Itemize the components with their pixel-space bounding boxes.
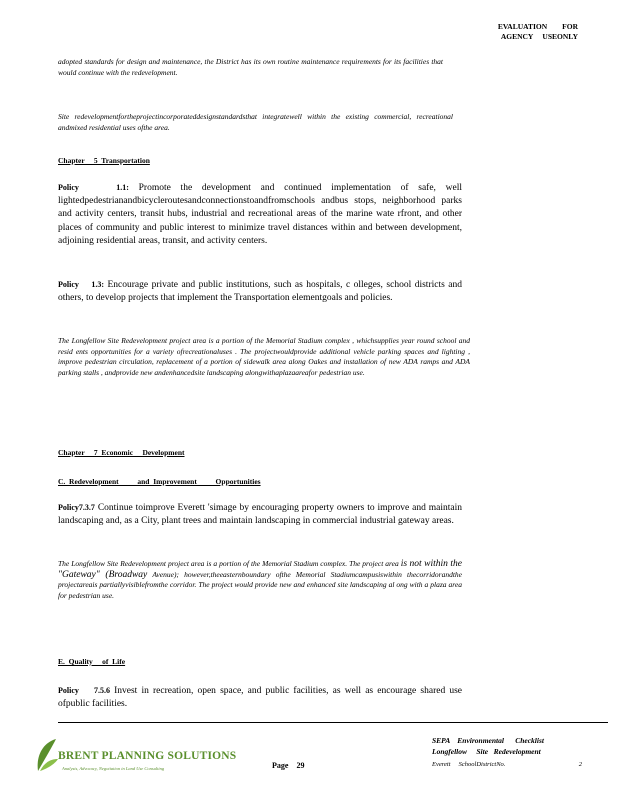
- gateway-text-c: Avenue); however,theeasternboundary ofthe Memorial Stadiumcampusiswithin thecorridorandthe projectareais partiallyvisiblefromthe corridor. The project would provide new and enhanced site landscaping al ong with a plaza area for pedestrian use.: [58, 569, 462, 600]
- footer-divider: [58, 722, 608, 723]
- policy-1-3-label: Policy 1.3:: [58, 280, 104, 289]
- policy-1-3-text: Encourage private and public institutions, such as hospitals, c olleges, school districts and others, to develop projects that implement the Transportation elementgoals and policies.: [58, 280, 462, 304]
- section-e-heading: [58, 657, 125, 666]
- logo-tagline: Analysis, Advocacy, Negotiation in Land Use Consulting: [62, 766, 165, 771]
- policy-7-3-7-text: Continue toimprove Everett 'simage by encouraging property owners to improve and maintain landscaping and, as a City, plant trees and maintain landscaping in commercial industrial gateway areas.: [58, 503, 463, 527]
- paragraph-longfellow-gateway: [58, 559, 462, 601]
- footer-project-name: Longfellow Site Redevelopment: [432, 747, 541, 756]
- footer-district: Everett SchoolDistrictNo.: [432, 761, 506, 768]
- brent-planning-logo: [34, 737, 237, 777]
- policy-1-3: [58, 278, 462, 305]
- footer-checklist-title: SEPA Environmental Checklist: [432, 736, 544, 745]
- policy-1-1-label: Policy 1.1:: [58, 183, 129, 192]
- section-e-title: E. Quality of Life: [58, 657, 126, 666]
- policy-1-1: [58, 181, 462, 248]
- header-line-2: AGENCY USEONLY: [500, 32, 578, 41]
- chapter-7-heading: [58, 448, 185, 457]
- gateway-text-a: The Longfellow Site Redevelopment project area is a portion of the Memorial Stadium complex. The project area: [58, 559, 399, 568]
- section-c-heading: [58, 477, 261, 486]
- evaluation-header: [498, 22, 578, 42]
- header-line-1: EVALUATION FOR: [497, 22, 578, 31]
- policy-7-5-6-text: Invest in recreation, open space, and public facilities, as well as encourage shared use ofpublic facilities.: [58, 686, 463, 710]
- leaf-logo-icon: [34, 737, 60, 773]
- policy-7-3-7-label: Policy7.3.7: [58, 503, 95, 512]
- logo-company-name: BRENT PLANNING SOLUTIONS: [58, 750, 237, 762]
- page-number: Page 29: [272, 761, 305, 770]
- paragraph-standards: adopted standards for design and maintenance, the District has its own routine maintenance requirements for its facilities that would continue with the redevelopment.: [58, 57, 443, 77]
- policy-7-5-6-label: Policy 7.5.6: [58, 686, 110, 695]
- chapter-7-title: Chapter 7 Economic Development: [58, 448, 185, 457]
- gateway-text-b: is not within the "Gateway" (Broadway: [58, 559, 462, 580]
- paragraph-longfellow-transport: The Longfellow Site Redevelopment project area is a portion of the Memorial Stadium complex , whichsupplies year round school and resid ents opportunities for a variety ofrecreationaluses . The projectwouldprovide additional vehicle parking spaces and lighting , improve pedestrian circulation, replacement of a portion of sidewalk area along Oakes and installation of new ADA ramps and ADA parking stalls , andprovide new andenhancedsite landscaping alongwithaplazaareafor pedestrian use.: [58, 336, 470, 377]
- chapter-5-heading: [58, 156, 150, 165]
- policy-7-3-7: [58, 501, 462, 528]
- policy-7-5-6: [58, 684, 462, 711]
- policy-1-1-text: Promote the development and continued implementation of safe, well lightedpedestrianandbicycleroutesandconnectionstoandfromschools andbus stops, neighborhood parks and activity centers, transit hubs, industrial and recreational areas of the marine wate rfront, and other places of community and public interest to minimize travel distances within and between development, adjoining residential areas, transit, and activity centers.: [58, 183, 462, 246]
- footer-district-number: 2: [578, 761, 582, 768]
- footer-district-line: [432, 759, 582, 770]
- chapter-5-title: Chapter 5 Transportation: [58, 156, 150, 165]
- paragraph-design-standards: Site redevelopmentfortheprojectincorporateddesignstandardsthat integratewell within the existing commercial, recreational andmixed residential uses ofthe area.: [58, 112, 453, 132]
- section-c-title: C. Redevelopment and Improvement Opportunities: [58, 477, 261, 486]
- footer-document-info: [432, 735, 582, 770]
